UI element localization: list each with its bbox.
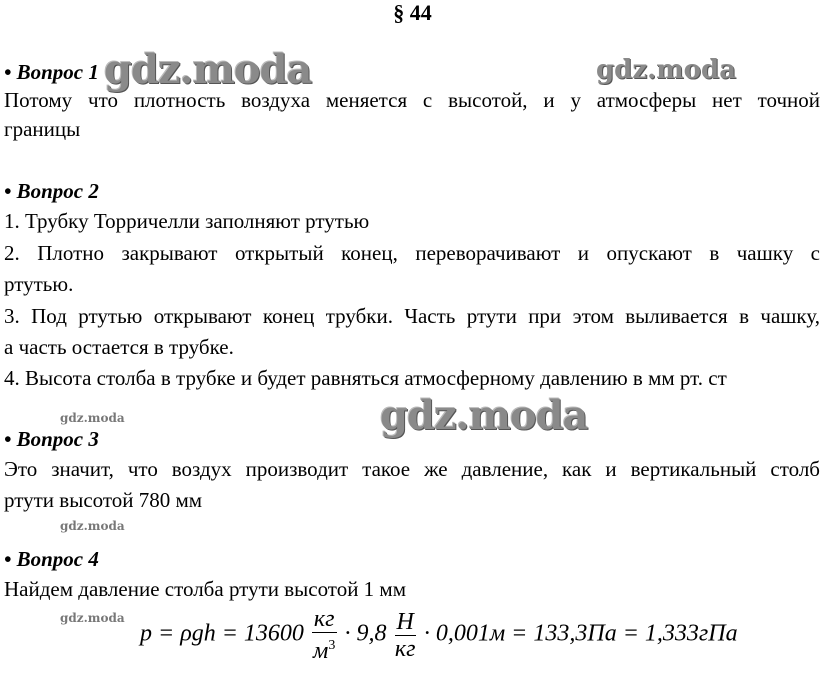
question-3-title: • Вопрос 3 (4, 427, 99, 451)
question-2-step: 4. Высота столба в трубке и будет равняться атмосферному давлению в мм рт. ст (4, 366, 727, 390)
formula-rhs: · 0,001м = 133,3Па = 1,333гПа (423, 620, 738, 647)
question-3-line: ртути высотой 780 мм (4, 488, 203, 512)
pressure-formula (140, 606, 738, 664)
question-3-line: Это значит, что воздух производит такое же давление, как и вертикальный столб (4, 457, 820, 481)
question-1-line: границы (4, 117, 81, 141)
section-heading: § 44 (393, 0, 432, 25)
fraction-denominator: кг (394, 635, 416, 662)
watermark-logo: gdz.moda (60, 411, 125, 425)
question-2-step: 2. Плотно закрывают открытый конец, переворачивают и опускают в чашку с (4, 241, 820, 265)
question-4-title: • Вопрос 4 (4, 547, 99, 571)
watermark-logo: gdz.moda (60, 519, 125, 533)
watermark-logo: gdz.moda (104, 46, 312, 93)
formula-mid: · 9,8 (344, 620, 387, 647)
question-4-line: Найдем давление столба ртути высотой 1 мм (4, 577, 407, 601)
fraction-kg-per-m3 (312, 606, 337, 664)
question-1-line: Потому что плотность воздуха меняется с высотой, и у атмосферы нет точной (4, 88, 820, 112)
formula-lhs: p = ρgh = 13600 (140, 620, 304, 647)
fraction-n-per-kg (395, 609, 416, 662)
question-2-step: ртутью. (4, 272, 74, 296)
watermark-logo: gdz.moda (60, 611, 125, 625)
fraction-numerator: кг (313, 606, 335, 632)
watermark-logo: gdz.moda (596, 55, 737, 85)
question-2-step: 1. Трубку Торричелли заполняют ртутью (4, 209, 370, 233)
fraction-numerator: Н (396, 608, 414, 635)
watermark-logo: gdz.moda (380, 392, 588, 439)
question-2-step: 3. Под ртутью открывают конец трубки. Часть ртути при этом выливается в чашку, (4, 304, 820, 328)
fraction-denominator: $м^3$ (313, 638, 336, 664)
question-2-title: • Вопрос 2 (4, 179, 99, 203)
question-2-step: а часть остается в трубке. (4, 335, 234, 359)
question-1-title: • Вопрос 1 (4, 60, 99, 84)
